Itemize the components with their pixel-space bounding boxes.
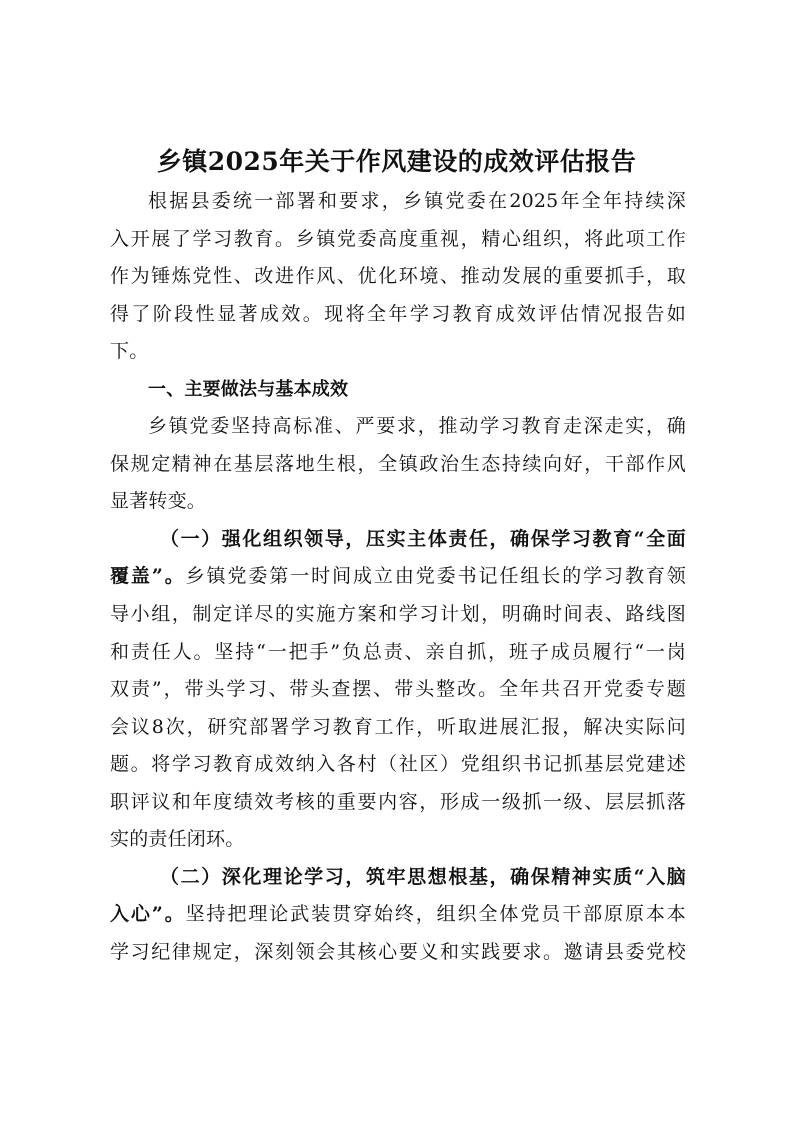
paragraph-line: 题。将学习教育成效纳入各村（社区）党组织书记抓基层党建述: [110, 753, 686, 776]
paragraph-line: 和责任人。坚持“一把手”负总责、亲自抓，班子成员履行“一岗: [110, 640, 686, 663]
paragraph-line: 职评议和年度绩效考核的重要内容，形成一级抓一级、层层抓落: [110, 790, 686, 813]
paragraph-line: 学习纪律规定，深刻领会其核心要义和实践要求。邀请县委党校: [110, 940, 686, 963]
subsection-heading: （二）深化理论学习，筑牢思想根基，确保精神实质“入脑: [160, 865, 686, 888]
paragraph-line: 会议8次，研究部署学习教育工作，听取进展汇报，解决实际问: [110, 715, 686, 738]
paragraph-text: 乡镇党委第一时间成立由党委书记任组长的学习教育领: [185, 565, 686, 588]
paragraph-line: 作为锤炼党性、改进作风、优化环境、推动发展的重要抓手，取: [110, 265, 686, 288]
paragraph-line: 导小组，制定详尽的实施方案和学习计划，明确时间表、路线图: [110, 603, 686, 626]
paragraph-line: 入开展了学习教育。乡镇党委高度重视，精心组织，将此项工作: [110, 227, 686, 250]
paragraph-line: [110, 558, 686, 596]
paragraph-line: 乡镇党委坚持高标准、严要求，推动学习教育走深走实，确: [148, 415, 686, 438]
document-body: [110, 183, 686, 971]
document-title: 乡镇2025年关于作风建设的成效评估报告: [156, 147, 637, 176]
paragraph-line: 实的责任闭环。: [110, 828, 245, 851]
subsection-heading: （一）强化组织领导，压实主体责任，确保学习教育“全面: [160, 527, 686, 550]
subsection-heading-continuation: 覆盖”。: [110, 565, 186, 588]
paragraph-line: 下。: [110, 340, 149, 363]
section-heading: 一、主要做法与基本成效: [148, 378, 349, 400]
paragraph-line: 得了阶段性显著成效。现将全年学习教育成效评估情况报告如: [110, 302, 686, 325]
paragraph-line: 保规定精神在基层落地生根，全镇政治生态持续向好，干部作风: [110, 452, 686, 475]
paragraph-line: [110, 896, 686, 934]
paragraph-line: 根据县委统一部署和要求，乡镇党委在2025年全年持续深: [148, 190, 686, 212]
paragraph-line: 显著转变。: [110, 490, 207, 513]
paragraph-text: 坚持把理论武装贯穿始终，组织全体党员干部原原本本: [185, 903, 686, 926]
paragraph-line: 双责”，带头学习、带头查摆、带头整改。全年共召开党委专题: [110, 678, 686, 701]
subsection-heading-continuation: 入心”。: [110, 903, 186, 926]
